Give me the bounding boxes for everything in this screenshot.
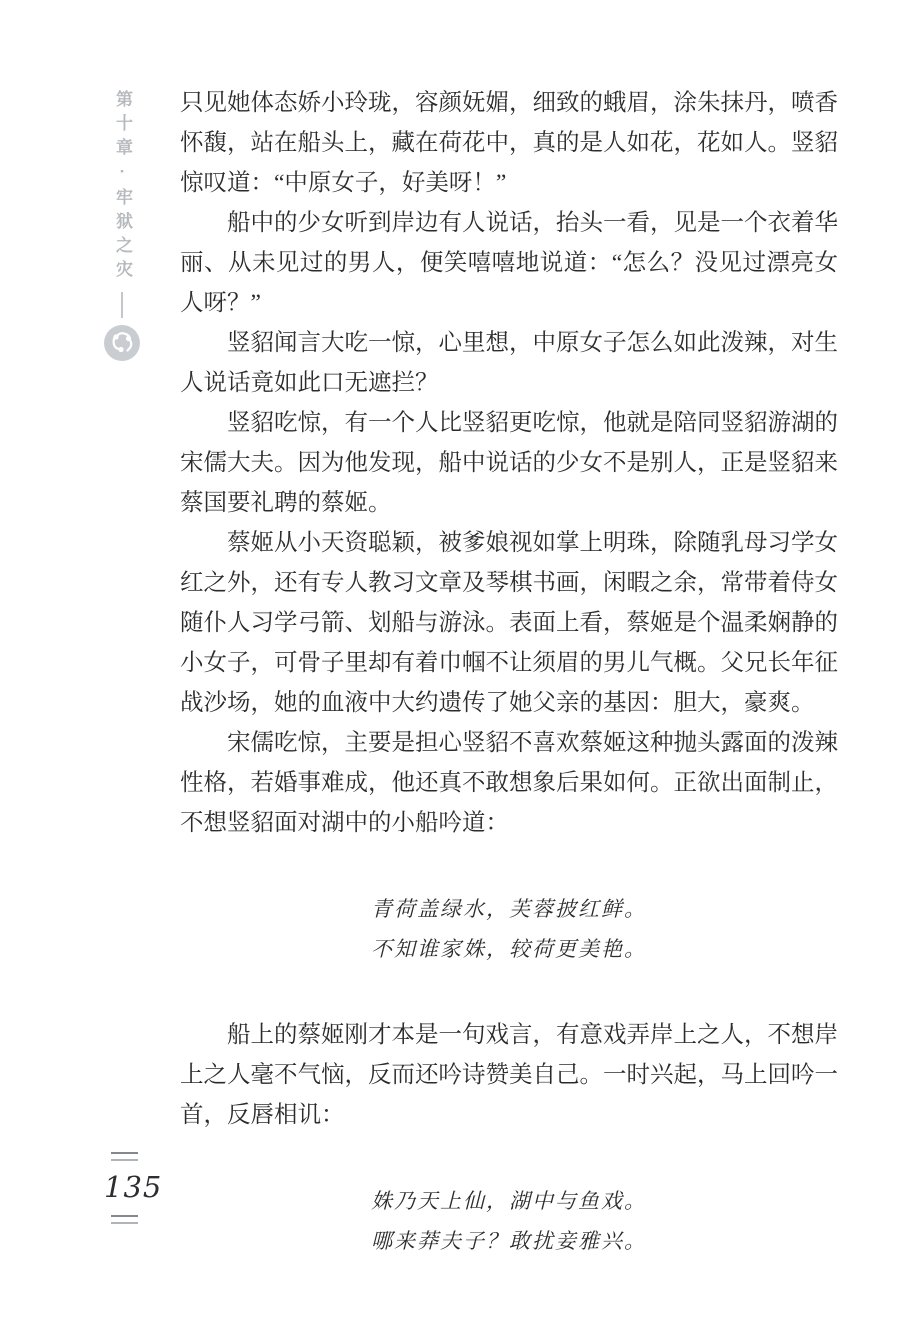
double-rule-top (111, 1152, 138, 1161)
swirl-seal-icon (103, 324, 141, 362)
paragraph: 蔡姬从小天资聪颖，被爹娘视如掌上明珠，除随乳母习学女红之外，还有专人教习文章及琴棋书画，闲暇之余，常带着侍女随仆人习学弓箭、划船与游泳。表面上看，蔡姬是个温柔娴静的小女子，可骨子里却有着巾帼不让须眉的男儿气概。父兄长年征战沙场，她的血液中大约遗传了她父亲的基因：胆大，豪爽。 (180, 530, 838, 716)
paragraph: 宋儒吃惊，主要是担心竖貂不喜欢蔡姬这种抛头露面的泼辣性格，若婚事难成，他还真不敢想象后果如何。正欲出面制止，不想竖貂面对湖中的小船吟道： (180, 730, 838, 836)
poem (180, 1181, 838, 1261)
poem (180, 889, 838, 969)
body-column (180, 83, 838, 1307)
chapter-sidebar (98, 90, 146, 362)
chapter-title: 第十章·牢狱之灾 (113, 90, 132, 284)
poem-line: 不知谁家姝，较荷更美艳。 (371, 937, 647, 961)
page-number: 135 (104, 1170, 163, 1204)
poem-line: 姝乃天上仙，湖中与鱼戏。 (371, 1189, 647, 1213)
double-rule-bottom (111, 1215, 138, 1224)
paragraph: 竖貂吃惊，有一个人比竖貂更吃惊，他就是陪同竖貂游湖的宋儒大夫。因为他发现，船中说话的少女不是别人，正是竖貂来蔡国要礼聘的蔡姬。 (180, 410, 838, 516)
paragraph: 竖貂闻言大吃一惊，心里想，中原女子怎么如此泼辣，对生人说话竟如此口无遮拦？ (180, 330, 838, 396)
poem-line: 青荷盖绿水，芙蓉披红鲜。 (371, 897, 647, 921)
poem-line: 哪来莽夫子？敢扰妾雅兴。 (371, 1229, 647, 1253)
page-number-block (102, 1152, 163, 1224)
title-dash (121, 292, 123, 318)
paragraph: 船上的蔡姬刚才本是一句戏言，有意戏弄岸上之人，不想岸上之人毫不气恼，反而还吟诗赞美自己。一时兴起，马上回吟一首，反唇相讥： (180, 1022, 838, 1128)
paragraph: 只见她体态娇小玲珑，容颜妩媚，细致的蛾眉，涂朱抹丹，喷香怀馥，站在船头上，藏在荷花中，真的是人如花，花如人。竖貂惊叹道：“中原女子，好美呀！” (180, 90, 838, 196)
paragraph: 船中的少女听到岸边有人说话，抬头一看，见是一个衣着华丽、从未见过的男人，便笑嘻嘻地说道：“怎么？没见过漂亮女人呀？” (180, 210, 838, 316)
